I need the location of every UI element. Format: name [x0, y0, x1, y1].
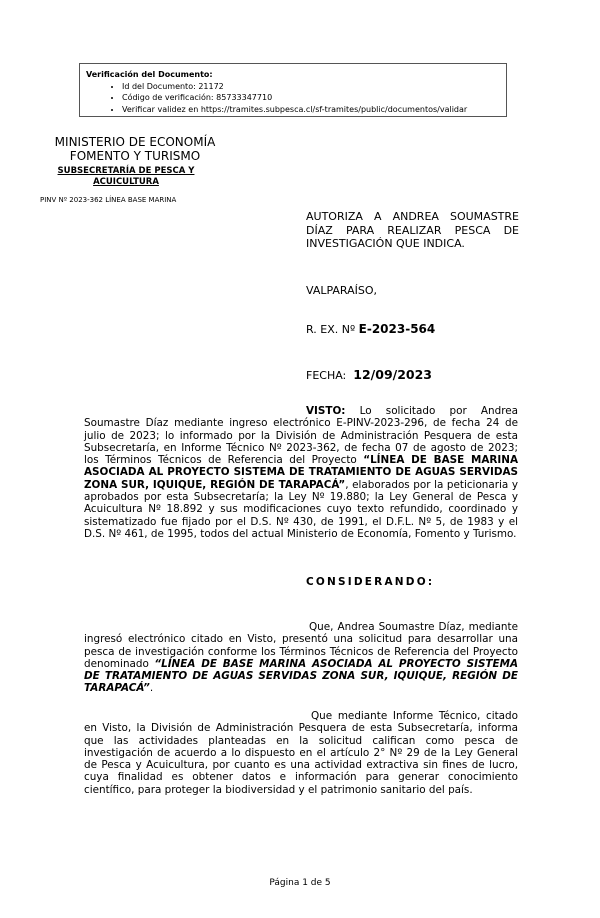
considerando-heading: CONSIDERANDO: — [306, 576, 435, 588]
place: VALPARAÍSO, — [306, 284, 378, 297]
resolution-date — [306, 367, 432, 382]
verification-list — [86, 81, 506, 116]
page-number: Página 1 de 5 — [269, 878, 331, 888]
document-id: • Id del Documento: 21172 — [122, 81, 506, 93]
visto-text-b: , elaborados por la peticionaria y aprobados por esta Subsecretaría; la Ley Nº 19.880; la Ley General de Pesca y Acuicultura Nº 18.892 y sus modificaciones cuyo texto refundido, coordinado y sistematizado fue fijado por el D.S. Nº 430, de 1991, el D.F.L. Nº 5, de 1983 y el D.S. Nº 461, de 1995, todos del actual Ministerio de Economía, Fomento y Turismo. — [84, 478, 518, 540]
considerando-1-project: “LÍNEA DE BASE MARINA ASOCIADA AL PROYECTO SISTEMA DE TRATAMIENTO DE AGUAS SERVIDAS ZONA SUR, IQUIQUE, REGIÓN DE TARAPACÁ” — [84, 657, 518, 695]
verification-url[interactable]: • Verificar validez en https://tramites.subpesca.cl/sf-tramites/public/documentos/validar — [122, 104, 506, 116]
subsecretaria-heading: SUBSECRETARÍA DE PESCA Y ACUICULTURA — [57, 166, 195, 187]
visto-text-a: Lo solicitado por Andrea Soumastre Díaz mediante ingreso electrónico E-PINV-2023-296, de fecha 24 de julio de 2023; lo informado por la División de Administración Pesquera de esta Subsecretaría, en Informe Técnico Nº 2023-362, de fecha 07 de agosto de 2023; los Términos Técnicos de Referencia del Proyecto — [84, 405, 518, 467]
considerando-2-text: Que mediante Informe Técnico, citado en Visto, la División de Administración Pesquera de esta Subsecretaría, informa que las actividades planteadas en la solicitud califican como pesca de investigación de acuerdo a lo dispuesto en el artículo 2° Nº 29 de la Ley General de Pesca y Acuicultura, por cuanto es una actividad extractiva sin fines de lucro, cuya finalidad es obtener datos e información para generar conocimiento científico, para proteger la biodiversidad y el patrimonio sanitario del país. — [84, 710, 518, 796]
verification-box — [79, 63, 507, 117]
date-value: 12/09/2023 — [353, 367, 432, 382]
date-label: FECHA: — [306, 369, 347, 382]
resolution-number — [306, 322, 435, 336]
verification-code: • Código de verificación: 85733347710 — [122, 92, 506, 104]
pinv-reference: PINV Nº 2023-362 LÍNEA BASE MARINA — [40, 196, 177, 204]
resolution-label: R. EX. Nº — [306, 323, 356, 336]
ministry-line-1: MINISTERIO DE ECONOMÍA — [54, 135, 216, 149]
ministry-line-2: FOMENTO Y TURISMO — [69, 149, 201, 163]
considerando-2 — [84, 710, 518, 796]
resolution-subject: AUTORIZA A ANDREA SOUMASTRE DÍAZ PARA REALIZAR PESCA DE INVESTIGACIÓN QUE INDICA. — [306, 210, 519, 250]
visto-paragraph — [84, 405, 518, 540]
verification-title: Verificación del Documento: — [86, 70, 213, 79]
ministry-heading — [40, 135, 230, 163]
considerando-1-text-b: . — [149, 682, 154, 695]
visto-label: VISTO: — [306, 405, 346, 417]
considerando-1 — [84, 621, 518, 695]
considerando-1-text-a: Que, Andrea Soumastre Díaz, mediante ingresó electrónico citado en Visto, presentó una solicitud para desarrollar una pesca de investigación conforme los Términos Técnicos de Referencia del Proyecto denominado — [84, 621, 518, 670]
visto-project: “LÍNEA DE BASE MARINA ASOCIADA AL PROYECTO SISTEMA DE TRATAMIENTO DE AGUAS SERVIDAS ZONA SUR, IQUIQUE, REGIÓN DE TARAPACÁ” — [84, 454, 518, 491]
resolution-value: E-2023-564 — [358, 322, 436, 336]
